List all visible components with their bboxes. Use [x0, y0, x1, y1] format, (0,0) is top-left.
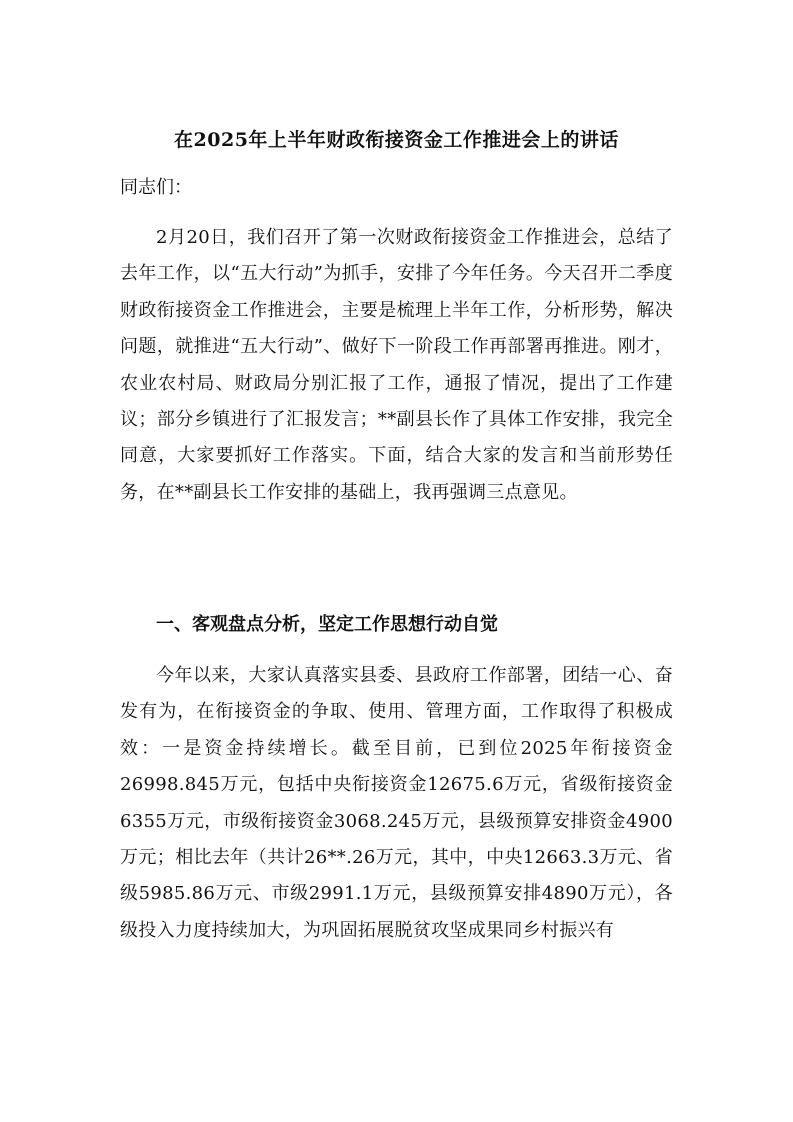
paragraph-section-1: 今年以来，大家认真落实县委、县政府工作部署，团结一心、奋发有为，在衔接资金的争取、使用、管理方面，工作取得了积极成效：一是资金持续增长。截至目前，已到位2025年衔接资金26998.845万元，包括中央衔接资金12675.6万元，省级衔接资金6355万元，市级衔接资金3068.245万元，县级预算安排资金4900万元；相比去年（共计26**.26万元，其中，中央12663.3万元、省级5985.86万元、市级2991.1万元，县级预算安排4890万元），各级投入力度持续加大，为巩固拓展脱贫攻坚成果同乡村振兴有: [120, 665, 673, 941]
salutation: 同志们：: [120, 177, 192, 198]
paragraph-intro: 2月20日，我们召开了第一次财政衔接资金工作推进会，总结了去年工作，以“五大行动”为抓手，安排了今年任务。今天召开二季度财政衔接资金工作推进会，主要是梳理上半年工作，分析形势，解决问题，就推进“五大行动”、做好下一阶段工作再部署再推进。刚才，农业农村局、财政局分别汇报了工作，通报了情况，提出了工作建议；部分乡镇进行了汇报发言；**副县长作了具体工作安排，我完全同意，大家要抓好工作落实。下面，结合大家的发言和当前形势任务，在**副县长工作安排的基础上，我再强调三点意见。: [120, 227, 673, 503]
section-heading-1: 一、客观盘点分析，坚定工作思想行动自觉: [156, 614, 498, 635]
document-title: 在2025年上半年财政衔接资金工作推进会上的讲话: [174, 129, 619, 151]
